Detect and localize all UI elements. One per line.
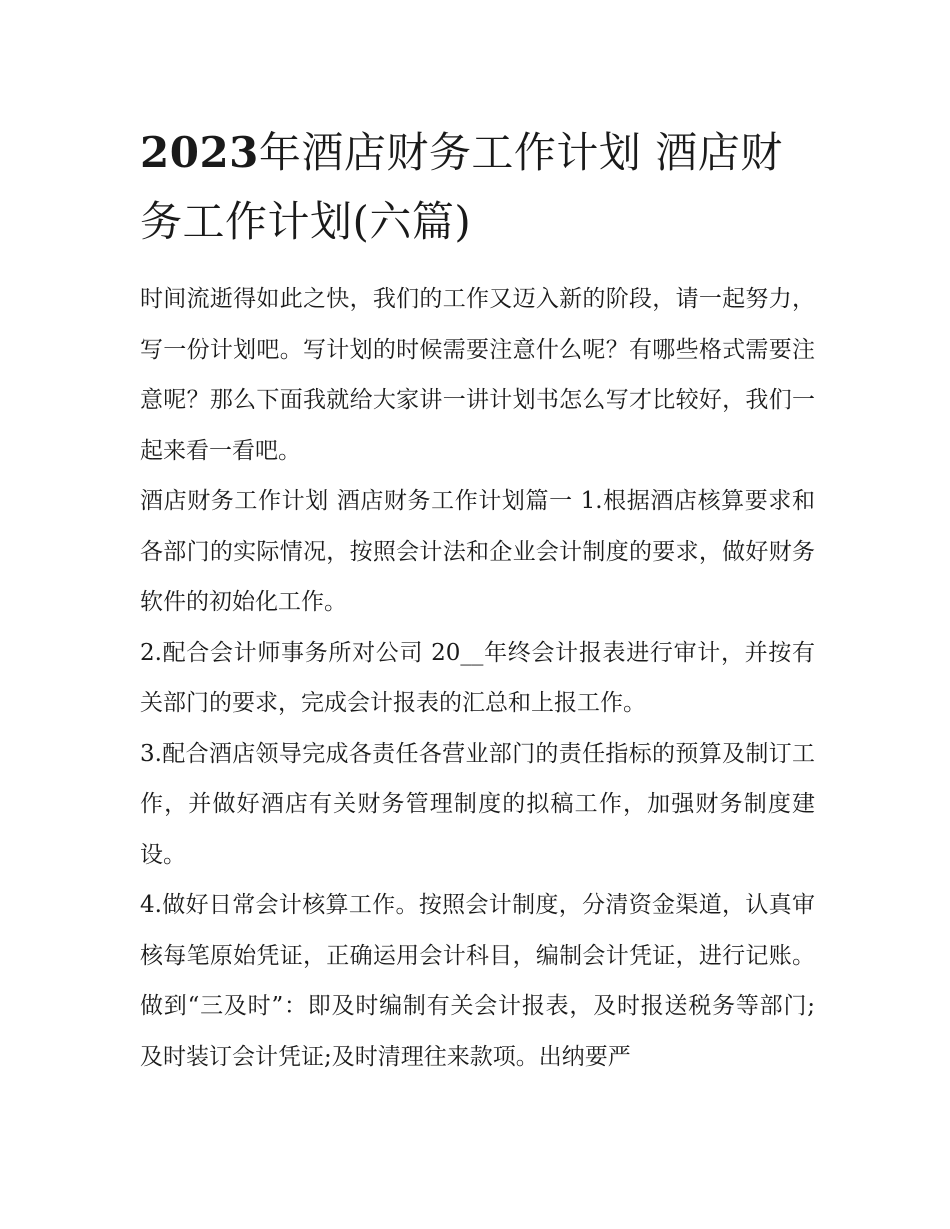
document-title [140,118,815,256]
paragraph-item-1: 酒店财务工作计划 酒店财务工作计划篇一 1.根据酒店核算要求和各部门的实际情况，按照会计法和企业会计制度的要求，做好财务软件的初始化工作。 [140,488,815,615]
document-body [140,118,815,1082]
paragraph-item-4: 4.做好日常会计核算工作。按照会计制度，分清资金渠道，认真审核每笔原始凭证，正确运用会计科目，编制会计凭证，进行记账。做到“三及时”：即及时编制有关会计报表，及时报送税务等部门;及时装订会计凭证;及时清理往来款项。出纳要严 [140,892,815,1070]
title-text: 年酒店财务工作计划 酒店财务工作计划(六篇) [140,128,783,246]
paragraph-item-2: 2.配合会计师事务所对公司 20__年终会计报表进行审计，并按有关部门的要求，完成会计报表的汇总和上报工作。 [140,639,815,716]
title-year: 2023 [140,128,259,177]
paragraph-item-3: 3.配合酒店领导完成各责任各营业部门的责任指标的预算及制订工作，并做好酒店有关财务管理制度的拟稿工作，加强财务制度建设。 [140,740,815,868]
paragraph-intro: 时间流逝得如此之快，我们的工作又迈入新的阶段，请一起努力，写一份计划吧。写计划的时候需要注意什么呢？有哪些格式需要注意呢？那么下面我就给大家讲一讲计划书怎么写才比较好，我们一起来看一看吧。 [140,286,815,464]
